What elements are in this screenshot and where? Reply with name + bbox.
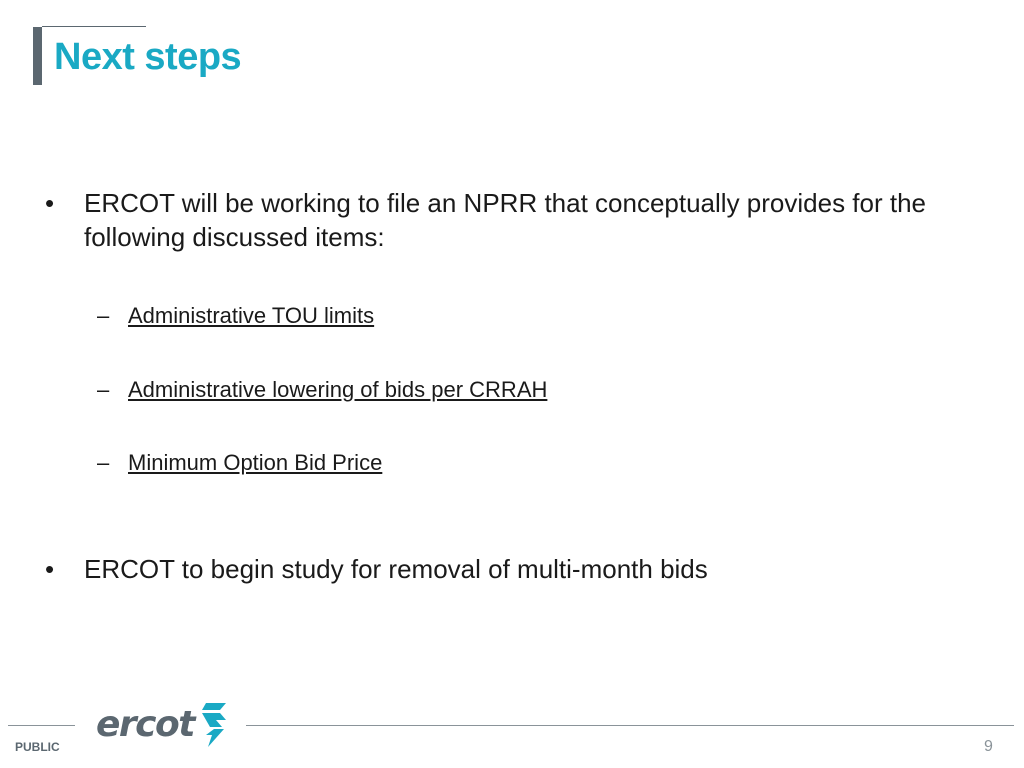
logo-wordmark: ercot bbox=[96, 703, 194, 745]
bullet-text: ERCOT to begin study for removal of multi-month bids bbox=[84, 554, 708, 584]
sub-item-link[interactable]: Administrative lowering of bids per CRRAH bbox=[128, 377, 548, 402]
title-accent-rule bbox=[42, 26, 146, 27]
sub-item bbox=[97, 376, 548, 404]
slide-title: Next steps bbox=[54, 36, 242, 78]
classification-label: PUBLIC bbox=[15, 740, 60, 754]
bullet-symbol: • bbox=[45, 554, 55, 584]
sub-item-dash: – bbox=[97, 377, 110, 402]
bullet-item bbox=[45, 186, 984, 254]
bullet-symbol: • bbox=[45, 188, 55, 218]
sub-item bbox=[97, 302, 375, 330]
page-number: 9 bbox=[984, 738, 993, 755]
sub-item-dash: – bbox=[97, 303, 110, 328]
bullet-text: ERCOT will be working to file an NPRR that conceptually provides for the following discussed items: bbox=[84, 188, 927, 252]
sub-item bbox=[97, 449, 383, 477]
sub-item-link[interactable]: Minimum Option Bid Price bbox=[128, 450, 383, 475]
footer-rule-left bbox=[8, 725, 75, 726]
sub-item-dash: – bbox=[97, 450, 110, 475]
title-accent-bar bbox=[33, 27, 42, 85]
ercot-logo bbox=[96, 697, 232, 751]
lightning-bolt-icon bbox=[196, 697, 232, 751]
footer-rule-right bbox=[246, 725, 1014, 726]
bullet-item bbox=[45, 552, 984, 586]
sub-item-link[interactable]: Administrative TOU limits bbox=[128, 303, 375, 328]
